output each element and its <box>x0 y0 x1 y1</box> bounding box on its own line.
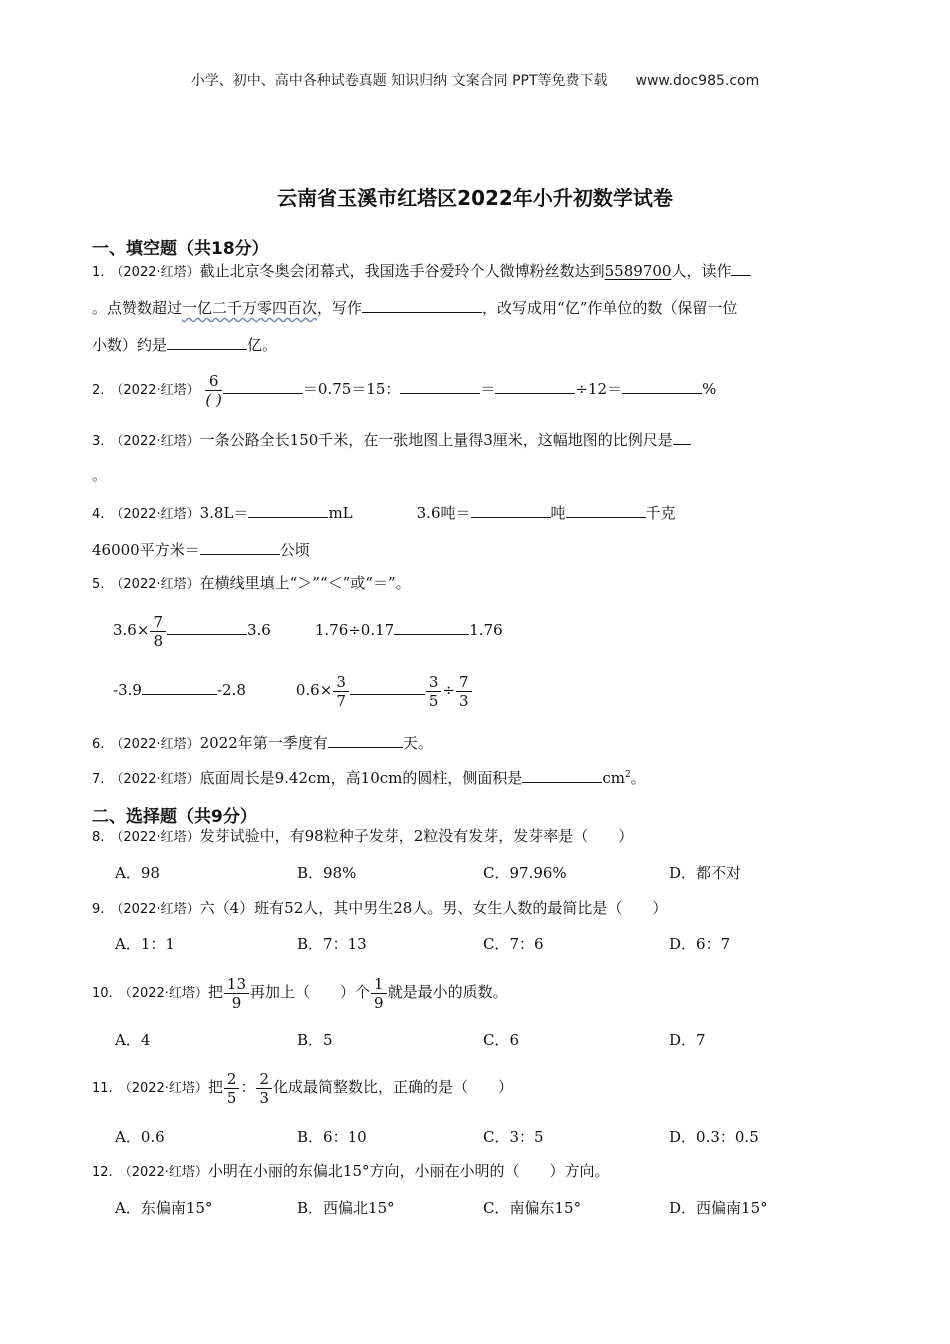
q4-text-a: 3.8L＝ <box>199 504 249 522</box>
q2-line <box>92 370 716 410</box>
q6-line <box>92 731 433 755</box>
q10-numerator-2: 1 <box>371 975 387 994</box>
q8-number: 8. <box>92 830 105 845</box>
q5-e4-fraction-1 <box>333 673 349 710</box>
q12-option-b[interactable]: B．西偏北15° <box>297 1199 395 1217</box>
q11-numerator-2: 2 <box>256 1070 272 1089</box>
q3-line1 <box>92 428 691 452</box>
q8-option-a[interactable]: A．98 <box>115 864 160 882</box>
q5-e4-fraction-3 <box>456 673 472 710</box>
q5-e2-b: 1.76 <box>469 621 503 639</box>
q12-text: 小明在小丽的东偏北15°方向，小丽在小明的（ ）方向。 <box>207 1162 610 1180</box>
q11-number: 11. <box>92 1081 113 1096</box>
q1-blank-write[interactable] <box>362 296 482 313</box>
q11-option-b[interactable]: B．6：10 <box>297 1128 367 1146</box>
q5-e4-fraction-2 <box>426 673 442 710</box>
q12-option-d[interactable]: D．西偏南15° <box>669 1199 768 1217</box>
q5-text: 在横线里填上“＞”“＜”或“＝”。 <box>199 574 411 592</box>
q11-separator: ： <box>240 1078 256 1096</box>
q9-number: 9. <box>92 902 105 917</box>
q9-source: （2022·红塔） <box>110 902 200 917</box>
q8-option-d[interactable]: D．都不对 <box>669 864 742 882</box>
q1-text-b: 人，读作 <box>671 262 732 280</box>
q5-e2-a: 1.76÷0.17 <box>314 621 395 639</box>
q9-option-d[interactable]: D．6：7 <box>669 935 731 953</box>
q2-text-b: ＝ <box>480 380 496 398</box>
q9-text: 六（4）班有52人，其中男生28人。男、女生人数的最简比是（ ） <box>199 899 668 917</box>
q5-e4-denominator-1: 7 <box>336 691 346 710</box>
q6-source: （2022·红塔） <box>110 737 200 752</box>
q2-blank-4[interactable] <box>622 377 702 394</box>
q7-source: （2022·红塔） <box>110 772 200 787</box>
q5-blank-3[interactable] <box>142 678 217 695</box>
q5-number: 5. <box>92 577 105 592</box>
q5-e1-denominator: 8 <box>153 631 163 650</box>
q1-text-f: 小数）约是 <box>92 336 168 354</box>
q10-denominator-1: 9 <box>231 993 242 1012</box>
q4-source: （2022·红塔） <box>110 507 200 522</box>
q2-blank-3[interactable] <box>495 377 575 394</box>
q4-text-f: 46000平方米＝ <box>92 541 200 559</box>
q10-option-c[interactable]: C．6 <box>483 1031 520 1049</box>
q5-row1 <box>113 611 503 650</box>
q10-option-b[interactable]: B．5 <box>297 1031 333 1049</box>
q1-source: （2022·红塔） <box>110 265 200 280</box>
q5-e3-b: -2.8 <box>216 681 246 699</box>
q5-e4-a: 0.6× <box>295 681 333 699</box>
q5-blank-4[interactable] <box>350 678 425 695</box>
q7-number: 7. <box>92 772 105 787</box>
q6-text-a: 2022年第一季度有 <box>199 734 328 752</box>
section-fill-heading: 一、填空题（共18分） <box>92 239 269 259</box>
q11-source: （2022·红塔） <box>118 1081 208 1096</box>
q2-blank-2[interactable] <box>400 377 480 394</box>
q7-blank-area[interactable] <box>522 766 602 783</box>
q4-text-e: 千克 <box>645 504 676 522</box>
q5-e4-denominator-3: 3 <box>458 691 469 710</box>
q10-numerator-1: 13 <box>224 975 249 994</box>
q7-line <box>92 765 646 790</box>
page-header <box>0 70 950 90</box>
q10-denominator-2: 9 <box>374 993 384 1012</box>
q5-e1-fraction <box>150 613 166 650</box>
q11-option-c[interactable]: C．3：5 <box>483 1128 544 1146</box>
q4-blank-ton[interactable] <box>471 501 551 518</box>
q5-line <box>92 573 411 595</box>
q1-blank-yi[interactable] <box>167 333 247 350</box>
q2-text-a: ＝0.75＝15： <box>302 380 401 398</box>
q1-number: 1. <box>92 265 105 280</box>
q7-text-c: 。 <box>630 769 646 787</box>
q10-text-a: 把 <box>207 983 223 1001</box>
q6-text-b: 天。 <box>402 734 433 752</box>
q1-line1 <box>92 259 751 283</box>
q4-blank-ha[interactable] <box>200 538 280 555</box>
q2-source: （2022·红塔） <box>110 383 200 398</box>
q7-superscript: 2 <box>625 770 631 780</box>
q2-frac-denominator: ( ) <box>205 390 222 409</box>
q1-text-d: ，写作 <box>317 299 363 317</box>
q1-blank-read[interactable] <box>731 259 751 276</box>
q3-text-a: 一条公路全长150千米，在一张地图上量得3厘米，这幅地图的比例尺是 <box>199 431 673 449</box>
q5-e4-op: ÷ <box>442 681 455 699</box>
q5-e1-b: 3.6 <box>246 621 271 639</box>
q10-option-d[interactable]: D．7 <box>669 1031 706 1049</box>
q3-number: 3. <box>92 434 105 449</box>
q3-line2 <box>92 465 107 485</box>
q11-option-a[interactable]: A．0.6 <box>115 1128 165 1146</box>
q10-fraction-1 <box>224 975 249 1012</box>
q5-e4-numerator-1: 3 <box>333 673 349 692</box>
q10-fraction-2 <box>371 975 387 1012</box>
q5-e4-numerator-2: 3 <box>426 673 442 692</box>
section-choice-heading: 二、选择题（共9分） <box>92 807 257 827</box>
q12-line <box>92 1161 610 1183</box>
q11-text-a: 把 <box>207 1078 223 1096</box>
q1-text-c: 。点赞数超过 <box>92 299 183 317</box>
q4-line1 <box>92 501 676 525</box>
q3-text-b: 。 <box>92 466 108 484</box>
q5-row2 <box>113 671 473 710</box>
q11-denominator-1: 5 <box>226 1088 237 1107</box>
q11-text-b: 化成最简整数比，正确的是（ ） <box>273 1078 514 1096</box>
q1-fans-number: 5589700 <box>604 262 672 280</box>
q9-option-c[interactable]: C．7：6 <box>483 935 544 953</box>
q11-option-d[interactable]: D．0.3：0.5 <box>669 1128 759 1146</box>
q1-text-e: ，改写成用“亿”作单位的数（保留一位 <box>482 299 738 317</box>
q11-fraction-2 <box>256 1070 272 1107</box>
q1-likes-words: 一亿二千万零四百次 <box>182 299 318 317</box>
exam-title: 云南省玉溪市红塔区2022年小升初数学试卷 <box>277 186 673 210</box>
q4-text-g: 公顷 <box>279 541 310 559</box>
q5-e1-a: 3.6× <box>113 621 150 639</box>
q2-number: 2. <box>92 383 105 398</box>
q1-line2 <box>92 296 737 318</box>
q4-text-c: 3.6吨＝ <box>416 504 471 522</box>
q10-text-c: 就是最小的质数。 <box>387 983 508 1001</box>
header-site: www.doc985.com <box>635 73 760 89</box>
q11-numerator-1: 2 <box>224 1070 240 1089</box>
q2-fraction <box>205 372 221 409</box>
q12-option-c[interactable]: C．南偏东15° <box>483 1199 582 1217</box>
q11-denominator-2: 3 <box>259 1088 270 1107</box>
q11-line <box>92 1067 513 1109</box>
q5-blank-1[interactable] <box>167 618 247 635</box>
q1-text-a: 截止北京冬奥会闭幕式，我国选手谷爱玲个人微博粉丝数达到 <box>199 262 605 280</box>
q5-e4-numerator-3: 7 <box>456 673 472 692</box>
q9-option-b[interactable]: B．7：13 <box>297 935 367 953</box>
q4-number: 4. <box>92 507 105 522</box>
q4-text-b: mL <box>328 504 353 522</box>
q12-source: （2022·红塔） <box>118 1165 208 1180</box>
q2-blank-1[interactable] <box>223 377 303 394</box>
q5-blank-2[interactable] <box>394 618 469 635</box>
q9-line <box>92 898 667 920</box>
q5-e1-numerator: 7 <box>150 613 166 632</box>
header-tagline: 小学、初中、高中各种试卷真题 知识归纳 文案合同 PPT等免费下载 <box>190 73 608 89</box>
q11-fraction-1 <box>224 1070 240 1107</box>
q5-source: （2022·红塔） <box>110 577 200 592</box>
q8-line <box>92 826 633 848</box>
q10-line <box>92 972 508 1014</box>
q12-option-a[interactable]: A．东偏南15° <box>115 1199 213 1217</box>
q3-source: （2022·红塔） <box>110 434 200 449</box>
q4-blank-kg[interactable] <box>566 501 646 518</box>
q1-line3 <box>92 333 277 355</box>
q5-e4-denominator-2: 5 <box>428 691 439 710</box>
q7-text-b: cm <box>602 769 625 787</box>
q10-source: （2022·红塔） <box>118 986 208 1001</box>
q10-option-a[interactable]: A．4 <box>115 1031 151 1049</box>
q4-blank-ml[interactable] <box>248 501 328 518</box>
q9-option-a[interactable]: A．1：1 <box>115 935 175 953</box>
q1-text-g: 亿。 <box>247 336 278 354</box>
q6-blank-days[interactable] <box>328 731 403 748</box>
q5-e3-a: -3.9 <box>113 681 142 699</box>
q8-source: （2022·红塔） <box>110 830 200 845</box>
q10-text-b: 再加上（ ）个 <box>250 983 371 1001</box>
q7-text-a: 底面周长是9.42cm，高10cm的圆柱，侧面积是 <box>199 769 523 787</box>
q2-frac-numerator: 6 <box>205 372 221 391</box>
q2-text-c: ÷12＝ <box>575 380 623 398</box>
q8-text: 发芽试验中，有98粒种子发芽，2粒没有发芽，发芽率是（ ） <box>199 827 634 845</box>
q6-number: 6. <box>92 737 105 752</box>
q8-option-c[interactable]: C．97.96% <box>483 864 567 882</box>
q2-text-d: % <box>702 380 717 398</box>
q10-number: 10. <box>92 986 113 1001</box>
q4-text-d: 吨 <box>550 504 566 522</box>
q8-option-b[interactable]: B．98% <box>297 864 357 882</box>
q4-line2 <box>92 538 310 560</box>
q12-number: 12. <box>92 1165 113 1180</box>
q3-blank-scale[interactable] <box>673 428 691 445</box>
